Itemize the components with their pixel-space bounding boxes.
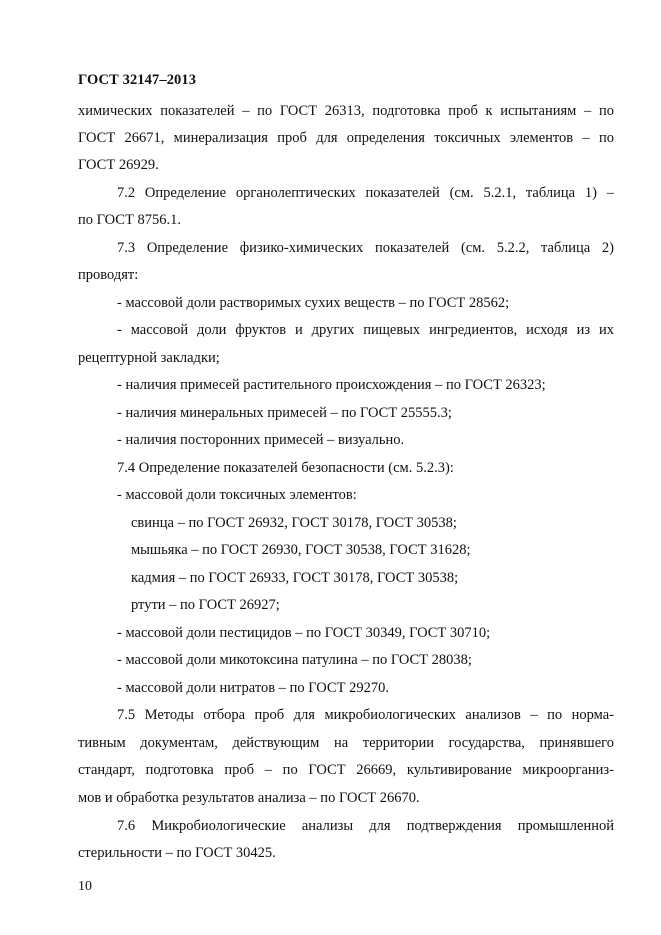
list-item: - наличия примесей растительного происхождения – по ГОСТ 26323; bbox=[117, 377, 546, 393]
paragraph-line: рецептурной закладки; bbox=[78, 350, 220, 366]
paragraph-line: проводят: bbox=[78, 267, 139, 283]
paragraph-line: мов и обработка результатов анализа – по ГОСТ 26670. bbox=[78, 790, 420, 806]
sub-list-item: мышьяка – по ГОСТ 26930, ГОСТ 30538, ГОСТ 31628; bbox=[131, 542, 471, 558]
paragraph-line: стандарт, подготовка проб – по ГОСТ 26669, культивирование микроорганиз- bbox=[78, 762, 614, 778]
document-header: ГОСТ 32147–2013 bbox=[78, 72, 197, 88]
section-7-4-line: 7.4 Определение показателей безопасности (см. 5.2.3): bbox=[117, 460, 454, 476]
section-7-3-line: 7.3 Определение физико-химических показателей (см. 5.2.2, таблица 2) bbox=[117, 240, 614, 256]
list-item: - массовой доли растворимых сухих веществ – по ГОСТ 28562; bbox=[117, 295, 510, 311]
paragraph-line: тивным документам, действующим на территории государства, принявшего bbox=[78, 735, 614, 751]
list-item: - массовой доли микотоксина патулина – по ГОСТ 28038; bbox=[117, 652, 472, 668]
section-7-6-line: 7.6 Микробиологические анализы для подтверждения промышленной bbox=[117, 818, 614, 834]
section-7-2-line: 7.2 Определение органолептических показателей (см. 5.2.1, таблица 1) – bbox=[117, 185, 614, 201]
sub-list-item: свинца – по ГОСТ 26932, ГОСТ 30178, ГОСТ 30538; bbox=[131, 515, 457, 531]
list-item: - наличия посторонних примесей – визуально. bbox=[117, 432, 405, 448]
list-item: - массовой доли нитратов – по ГОСТ 29270. bbox=[117, 680, 389, 696]
paragraph-line: ГОСТ 26671, минерализация проб для определения токсичных элементов – по bbox=[78, 130, 614, 146]
list-item: - наличия минеральных примесей – по ГОСТ 25555.3; bbox=[117, 405, 452, 421]
paragraph-line: химических показателей – по ГОСТ 26313, подготовка проб к испытаниям – по bbox=[78, 103, 614, 119]
list-item: - массовой доли пестицидов – по ГОСТ 30349, ГОСТ 30710; bbox=[117, 625, 491, 641]
section-7-5-line: 7.5 Методы отбора проб для микробиологических анализов – по норма- bbox=[117, 707, 614, 723]
paragraph-line: ГОСТ 26929. bbox=[78, 157, 159, 173]
page-number: 10 bbox=[78, 879, 92, 894]
paragraph-line: по ГОСТ 8756.1. bbox=[78, 212, 181, 228]
list-item: - массовой доли токсичных элементов: bbox=[117, 487, 357, 503]
paragraph-line: стерильности – по ГОСТ 30425. bbox=[78, 845, 276, 861]
sub-list-item: кадмия – по ГОСТ 26933, ГОСТ 30178, ГОСТ 30538; bbox=[131, 570, 459, 586]
list-item: - массовой доли фруктов и других пищевых ингредиентов, исходя из их bbox=[117, 322, 614, 338]
sub-list-item: ртути – по ГОСТ 26927; bbox=[131, 597, 280, 613]
